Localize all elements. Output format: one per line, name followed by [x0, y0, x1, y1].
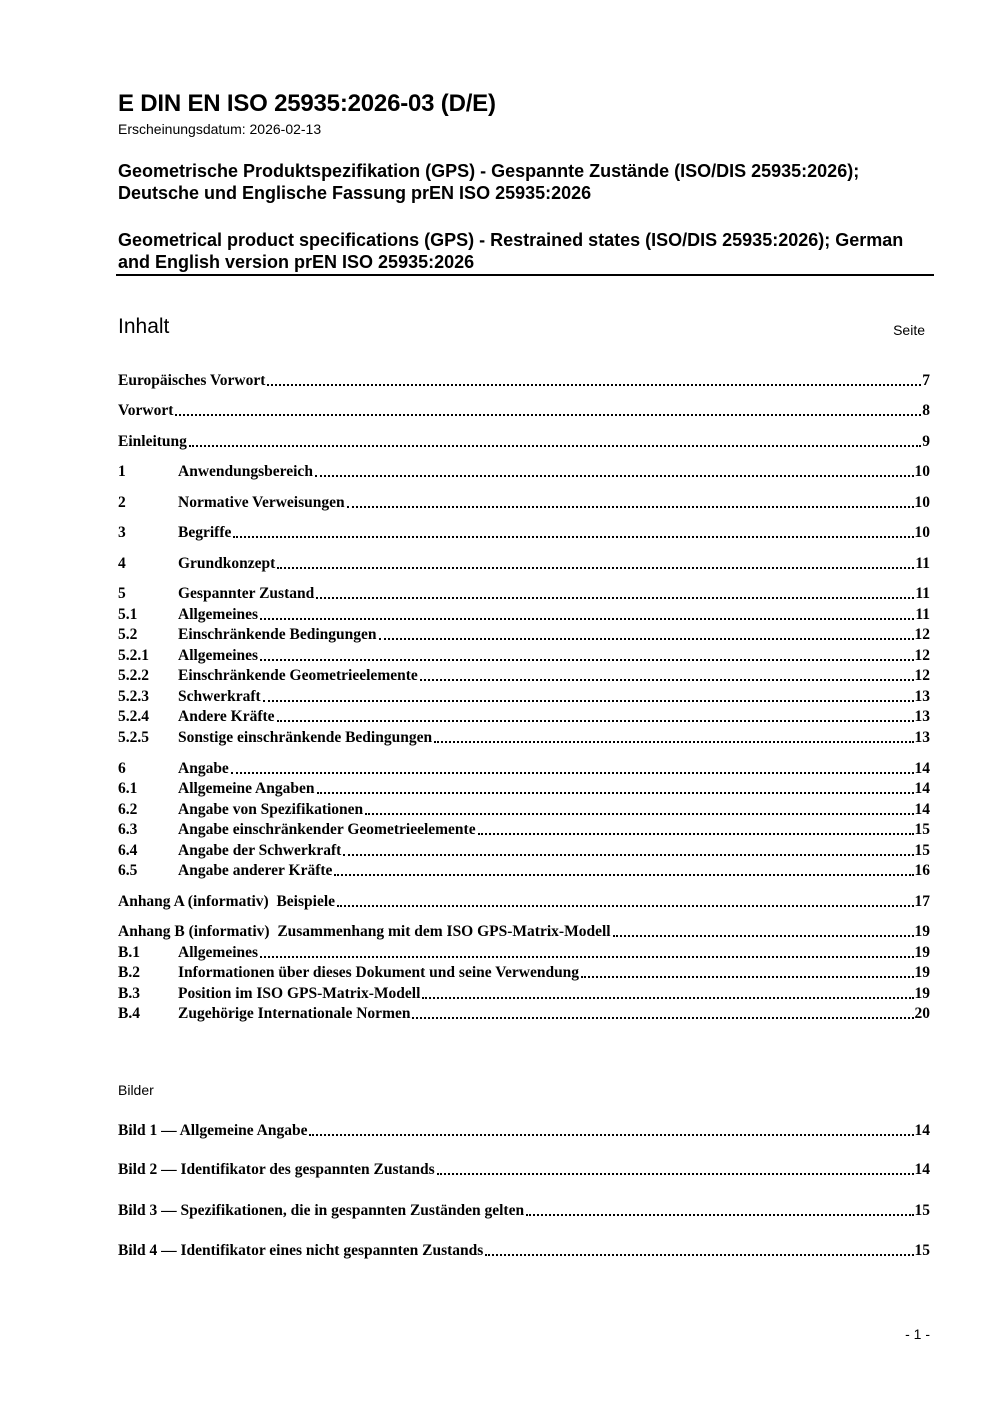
toc-entry-page: 19 [914, 964, 930, 981]
toc-entry[interactable] [118, 841, 930, 861]
toc-entry-page: 12 [914, 626, 930, 643]
toc-entry-number: 5 [118, 585, 126, 602]
toc-leader [343, 853, 913, 856]
toc-entry-number: 5.2.1 [118, 647, 149, 664]
toc-entry-title: Schwerkraft [178, 688, 261, 705]
toc-entry[interactable] [118, 646, 930, 666]
toc-entry-title: Einleitung [118, 433, 187, 450]
toc-entry-title: Europäisches Vorwort [118, 372, 266, 389]
figure-entry-title: Bild 2 — Identifikator des gespannten Zustands [118, 1161, 435, 1178]
toc-entry[interactable] [118, 707, 930, 727]
toc-entry-page: 19 [914, 985, 930, 1002]
toc-leader [365, 812, 913, 815]
figure-entry-title: Bild 4 — Identifikator eines nicht gespannten Zustands [118, 1242, 484, 1259]
toc-leader [267, 383, 921, 386]
toc-entry-page: 11 [915, 606, 930, 623]
toc-leader [277, 566, 914, 569]
toc-entry-title: Allgemeines [178, 944, 259, 961]
toc-entry-title: Angabe einschränkender Geometrieelemente [178, 821, 476, 838]
toc-leader [337, 904, 913, 907]
toc-entry-title: Grundkonzept [178, 555, 276, 572]
toc-entry[interactable] [118, 584, 930, 604]
toc-leader [437, 1172, 914, 1175]
toc-leader [189, 444, 921, 447]
toc-entry[interactable] [118, 892, 930, 912]
toc-entry-number: 5.2 [118, 626, 138, 643]
toc-leader [434, 740, 913, 743]
toc-leader [260, 955, 913, 958]
toc-entry-title: Anhang A (informativ) Beispiele [118, 893, 336, 910]
title-english: Geometrical product specifications (GPS) - Restrained states (ISO/DIS 25935:2026); German and English version prEN ISO 25935:2026 [118, 230, 904, 272]
toc-entry-page: 9 [922, 433, 930, 450]
toc-leader [263, 699, 914, 702]
toc-leader [422, 996, 913, 999]
toc-entry-page: 13 [914, 729, 930, 746]
toc-entry-page: 10 [914, 524, 930, 541]
toc-heading: Inhalt [118, 315, 170, 338]
toc-entry-title: Anwendungsbereich [178, 463, 313, 480]
toc-entry-page: 19 [914, 923, 930, 940]
toc-leader [277, 719, 914, 722]
toc-entry-number: 5.2.3 [118, 688, 149, 705]
toc-entry[interactable] [118, 493, 930, 513]
toc-leader [309, 1133, 913, 1136]
figure-entry-page: 15 [914, 1242, 930, 1259]
figure-entry-page: 14 [914, 1122, 930, 1139]
toc-leader [347, 505, 914, 508]
toc-entry-number: 6.5 [118, 862, 138, 879]
toc-leader [526, 1213, 913, 1216]
toc-entry-title: Anhang B (informativ) Zusammenhang mit dem ISO GPS-Matrix-Modell [118, 923, 611, 940]
figures-heading: Bilder [118, 1082, 154, 1098]
toc-entry-number: B.2 [118, 964, 140, 981]
toc-entry-page: 13 [914, 708, 930, 725]
toc-entry-number: 2 [118, 494, 126, 511]
toc-leader [420, 678, 914, 681]
toc-entry[interactable] [118, 820, 930, 840]
toc-entry-number: 5.2.4 [118, 708, 149, 725]
title-german: Geometrische Produktspezifikation (GPS) - Gespannte Zustände (ISO/DIS 25935:2026); Deutsche und Englische Fassung prEN ISO 25935:2026 [118, 161, 860, 203]
toc-entry-page: 8 [922, 402, 930, 419]
toc-leader [412, 1016, 913, 1019]
toc-leader [317, 791, 914, 794]
issue-date: Erscheinungsdatum: 2026-02-13 [118, 121, 322, 137]
figure-entry[interactable] [118, 1241, 930, 1261]
toc-entry-title: Informationen über dieses Dokument und seine Verwendung [178, 964, 580, 981]
toc-entry-number: 6.2 [118, 801, 138, 818]
toc-entry-page: 10 [914, 494, 930, 511]
title-divider [116, 274, 934, 276]
toc-entry-title: Angabe anderer Kräfte [178, 862, 333, 879]
toc-entry[interactable] [118, 984, 930, 1004]
toc-entry[interactable] [118, 371, 930, 391]
toc-leader [613, 934, 914, 937]
toc-entry-number: 5.1 [118, 606, 138, 623]
toc-leader [233, 535, 913, 538]
toc-entry-title: Vorwort [118, 402, 174, 419]
toc-entry-title: Angabe der Schwerkraft [178, 842, 342, 859]
figure-entry[interactable] [118, 1201, 930, 1221]
toc-entry-title: Allgemeines [178, 606, 259, 623]
toc-entry-page: 11 [915, 585, 930, 602]
toc-entry-title: Begriffe [178, 524, 232, 541]
toc-leader [485, 1253, 913, 1256]
toc-entry-number: 5.2.2 [118, 667, 149, 684]
toc-entry-number: 6.4 [118, 842, 138, 859]
toc-entry-title: Allgemeines [178, 647, 259, 664]
toc-entry[interactable] [118, 922, 930, 942]
toc-entry[interactable] [118, 943, 930, 963]
figure-entry-page: 15 [914, 1202, 930, 1219]
toc-entry[interactable] [118, 432, 930, 452]
figure-entry[interactable] [118, 1160, 930, 1180]
toc-entry-number: 6.1 [118, 780, 138, 797]
toc-entry-title: Zugehörige Internationale Normen [178, 1005, 411, 1022]
toc-leader [334, 873, 913, 876]
toc-entry-page: 10 [914, 463, 930, 480]
toc-leader [379, 637, 914, 640]
toc-entry-page: 12 [914, 667, 930, 684]
toc-entry-page: 15 [914, 842, 930, 859]
toc-entry[interactable] [118, 687, 930, 707]
toc-entry-page: 14 [914, 780, 930, 797]
toc-entry-title: Position im ISO GPS-Matrix-Modell [178, 985, 421, 1002]
toc-entry-page: 15 [914, 821, 930, 838]
toc-entry-page: 14 [914, 760, 930, 777]
toc-entry[interactable] [118, 666, 930, 686]
toc-entry[interactable] [118, 462, 930, 482]
toc-entry-number: B.4 [118, 1005, 140, 1022]
toc-entry-page: 20 [914, 1005, 930, 1022]
toc-entry-number: 1 [118, 463, 126, 480]
toc-entry-page: 17 [914, 893, 930, 910]
toc-entry-page: 19 [914, 944, 930, 961]
toc-entry-number: B.1 [118, 944, 140, 961]
toc-entry[interactable] [118, 554, 930, 574]
toc-entry-number: 6.3 [118, 821, 138, 838]
figure-entry-title: Bild 3 — Spezifikationen, die in gespannten Zuständen gelten [118, 1202, 525, 1219]
toc-entry[interactable] [118, 861, 930, 881]
toc-leader [315, 474, 914, 477]
toc-entry-title: Gespannter Zustand [178, 585, 315, 602]
toc-entry-page: 14 [914, 801, 930, 818]
toc-entry-number: 3 [118, 524, 126, 541]
toc-entry[interactable] [118, 523, 930, 543]
toc-entry[interactable] [118, 963, 930, 983]
toc-entry-title: Normative Verweisungen [178, 494, 345, 511]
toc-entry-title: Allgemeine Angaben [178, 780, 315, 797]
figure-entry-page: 14 [914, 1161, 930, 1178]
toc-entry[interactable] [118, 625, 930, 645]
toc-entry[interactable] [118, 759, 930, 779]
toc-leader [316, 596, 914, 599]
toc-page-label: Seite [893, 322, 925, 338]
toc-entry-page: 11 [915, 555, 930, 572]
toc-entry-page: 7 [922, 372, 930, 389]
toc-leader [260, 658, 913, 661]
toc-entry[interactable] [118, 605, 930, 625]
toc-leader [581, 975, 913, 978]
figure-entry[interactable] [118, 1121, 930, 1141]
figure-entry-title: Bild 1 — Allgemeine Angabe [118, 1122, 308, 1139]
toc-entry-title: Angabe von Spezifikationen [178, 801, 364, 818]
toc-entry-page: 16 [914, 862, 930, 879]
toc-entry-page: 13 [914, 688, 930, 705]
toc-entry-page: 12 [914, 647, 930, 664]
toc-entry-title: Angabe [178, 760, 229, 777]
toc-leader [175, 413, 921, 416]
toc-entry[interactable] [118, 401, 930, 421]
toc-entry-number: 4 [118, 555, 126, 572]
toc-entry-number: 6 [118, 760, 126, 777]
toc-entry[interactable] [118, 800, 930, 820]
page-number: - 1 - [905, 1326, 930, 1342]
toc-entry[interactable] [118, 1004, 930, 1024]
toc-entry-title: Einschränkende Geometrieelemente [178, 667, 418, 684]
document-title: E DIN EN ISO 25935:2026-03 (D/E) [118, 90, 496, 117]
toc-entry-number: B.3 [118, 985, 140, 1002]
toc-leader [231, 771, 914, 774]
toc-entry-number: 5.2.5 [118, 729, 149, 746]
toc-leader [260, 617, 914, 620]
toc-entry[interactable] [118, 779, 930, 799]
toc-entry-title: Sonstige einschränkende Bedingungen [178, 729, 433, 746]
toc-leader [478, 832, 914, 835]
toc-entry-title: Andere Kräfte [178, 708, 275, 725]
toc-entry-title: Einschränkende Bedingungen [178, 626, 377, 643]
toc-entry[interactable] [118, 728, 930, 748]
